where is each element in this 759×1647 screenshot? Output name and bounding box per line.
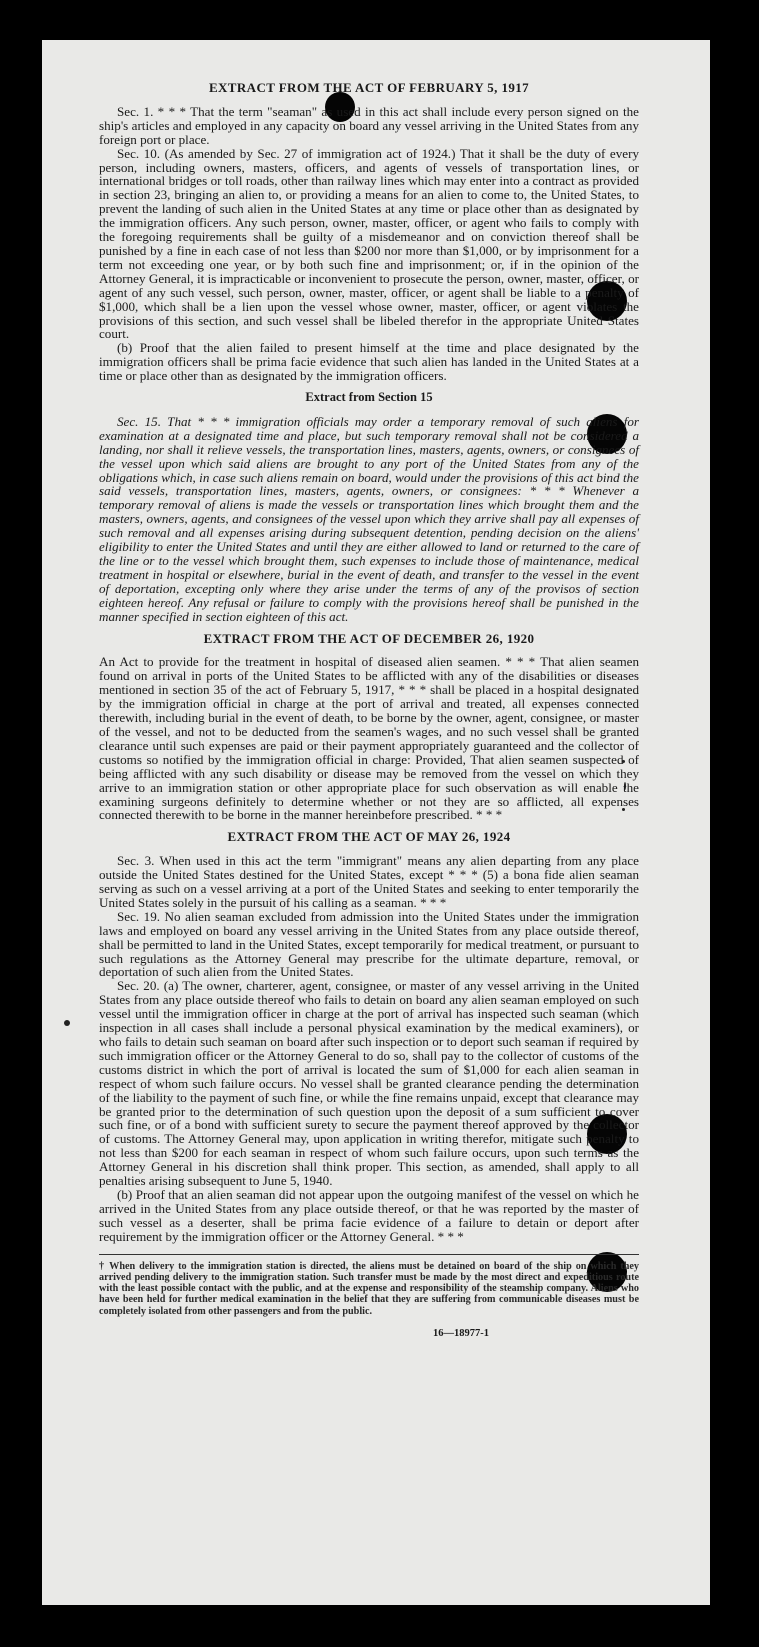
speck (64, 1020, 70, 1026)
section-3-paragraph: Sec. 3. When used in this act the term "immigrant" means any alien departing from any place outside the United States destined for the United States, except * * * (5) a bona fide alien seaman serving as such on a vessel arriving at a port of the United States and seeking to enter temporarily the United States solely in the pursuit of his calling as a seaman. * * * (99, 853, 639, 910)
form-code: 16—18977-1 (433, 1328, 489, 1340)
heading-act-1924: EXTRACT FROM THE ACT OF MAY 26, 1924 (227, 829, 511, 845)
section-10-paragraph: Sec. 10. (As amended by Sec. 27 of immigration act of 1924.) That it shall be the duty of every person, including owners, masters, officers, and agents of vessels of transportation lines, or international bridges or toll roads, other than railway lines which may enter into a contract as provided in section 23, bringing an alien to, or providing a means for an alien to come to, the United States, to prevent the landing of such alien in the United States at any time or place other than as designated by the immigration officers. Any such person, owner, master, officer, or agent who fails to comply with the foregoing requirements shall be guilty of a misdemeanor and on conviction thereof shall be punished by a fine in each case of not less than $200 nor more than $1,000, or by imprisonment for a term not exceeding one year, or by both such fine and imprisonment; or, if in the opinion of the Attorney General, it is impracticable or inconvenient to prosecute the person, owner, master, officer, or agent of any such vessel, such person, owner, master, officer, or agent shall be liable to a penalty of $1,000, which shall be a lien upon the vessel whose owner, master, officer, or agent violates the provisions of this section, and such vessel shall be libeled therefor in the appropriate United States court. (99, 145, 639, 342)
heading-act-1920: EXTRACT FROM THE ACT OF DECEMBER 26, 1920 (203, 630, 535, 646)
section-20-b-paragraph: (b) Proof that an alien seaman did not appear upon the outgoing manifest of the vessel on which he arrived in the United States from any place outside thereof, or that he was reported by the master of such vessel as a deserter, shall be prima facie evidence of a failure to detain or deport after requirement by the immigration officer or the Attorney General. * * * (99, 1186, 639, 1244)
heading-section-15: Extract from Section 15 (305, 390, 433, 405)
section-10-b-paragraph: (b) Proof that the alien failed to present himself at the time and place designated by the immigration officers shall be prima facie evidence that such alien has landed in the United States at a time or place other than as designated by the immigration officers. (99, 340, 639, 384)
document-page (42, 40, 710, 1605)
section-1-paragraph: Sec. 1. * * * That the term "seaman" as used in this act shall include every person signed on the ship's articles and employed in any capacity on board any vessel arriving in the United States from any foreign port or place. (99, 103, 639, 147)
document-content (99, 79, 639, 1341)
heading-act-1917: EXTRACT FROM THE ACT OF FEBRUARY 5, 1917 (208, 80, 530, 95)
section-15-paragraph: Sec. 15. That * * * immigration officials may order a temporary removal of such aliens for examination at a designated time and place, but such temporary removal shall not be considered a landing, nor shall it relieve vessels, the transportation lines, masters, agents, owners, or consignees of the vessel upon which said aliens are brought to any port of the United States from any of the obligations which, in case such aliens remain on board, would under the provisions of this act bind the said vessels, transportation lines, masters, agents, owners, or consignees: * * * Whenever a temporary removal of aliens is made the vessels or transportation lines which brought them and the masters, owners, agents, and consignees of the vessel upon which they arrive shall pay all expenses of such removal and all expenses arising during subsequent detention, pending decision on the aliens' eligibility to enter the United States and until they are either allowed to land or returned to the care of the line or to the vessel which brought them, such expenses to include those of maintenance, medical treatment in hospital or elsewhere, burial in the event of death, and transfer to the vessel in the event of deportation, excepting only where they arise under the terms of any of the provisos of section eighteen hereof. Any refusal or failure to comply with the provisions hereof shall be punished in the manner specified in section eighteen of this act. (99, 413, 639, 624)
section-19-paragraph: Sec. 19. No alien seaman excluded from admission into the United States under the immigration laws and employed on board any vessel arriving in the United States from any place outside thereof, shall be permitted to land in the United States, except temporarily for medical treatment, or pursuant to such regulations as the Attorney General may prescribe for the ultimate departure, removal, or deportation of such alien from the United States. (99, 908, 639, 980)
act-1920-paragraph: An Act to provide for the treatment in hospital of diseased alien seamen. * * * That alien seamen found on arrival in ports of the United States to be afflicted with any of the disabilities or diseases mentioned in section 35 of the act of February 5, 1917, * * * shall be placed in a hospital designated by the immigration official in charge at the port of arrival and treated, all expenses connected therewith, including burial in the event of death, to be borne by the owner, agent, consignee, or master of the vessel, and not to be deducted from the seamen's wages, and no such vessel shall be granted clearance until such expenses are paid or their payment appropriately guaranteed and the collector of customs so notified by the immigration official in charge: Provided, That alien seamen suspected of being afflicted with any such disability or disease may be removed from the vessel on which they arrive to an immigration station or other appropriate place for such observation as will enable the examining surgeons definitely to determine whether or not they are so afflicted, all expenses connected therewith to be borne in the manner hereinbefore prescribed. * * * (99, 654, 639, 823)
footnote: † When delivery to the immigration station is directed, the aliens must be detained on board of the ship on which they arrived pending delivery to the immigration station. Such transfer must be made by the most direct and expeditious route with the least possible contact with the public, and at the expense and responsibility of the steamship company. Aliens who have been held for further medical examination in the belief that they are suffering from communicable diseases must be completely isolated from other passengers and from the public. (99, 1254, 639, 1317)
section-20-paragraph: Sec. 20. (a) The owner, charterer, agent, consignee, or master of any vessel arriving in the United States from any place outside thereof who fails to detain on board any alien seaman employed on such vessel until the immigration officer in charge at the port of arrival has inspected such seaman (which inspection in all cases shall include a personal physical examination by the medical examiners), or who fails to detain such seaman on board after such inspection or to deport such seaman if required by such immigration officer or the Attorney General to do so, shall pay to the collector of customs of the customs district in which the port of arrival is located the sum of $1,000 for each alien seaman in respect of whom such failure occurs. No vessel shall be granted clearance pending the determination of the liability to the payment of such fine, or while the fine remains unpaid, except that clearance may be granted prior to the determination of such question upon the deposit of a sum sufficient to cover such fine, or of a bond with sufficient surety to secure the payment thereof approved by the collector of customs. The Attorney General may, upon application in writing therefor, mitigate such penalty to not less than $200 for each seaman in respect of whom such failure occurs, upon such terms as the Attorney General in his discretion shall think proper. This section, as amended, shall apply to all penalties arising subsequent to June 5, 1940. (99, 978, 639, 1189)
